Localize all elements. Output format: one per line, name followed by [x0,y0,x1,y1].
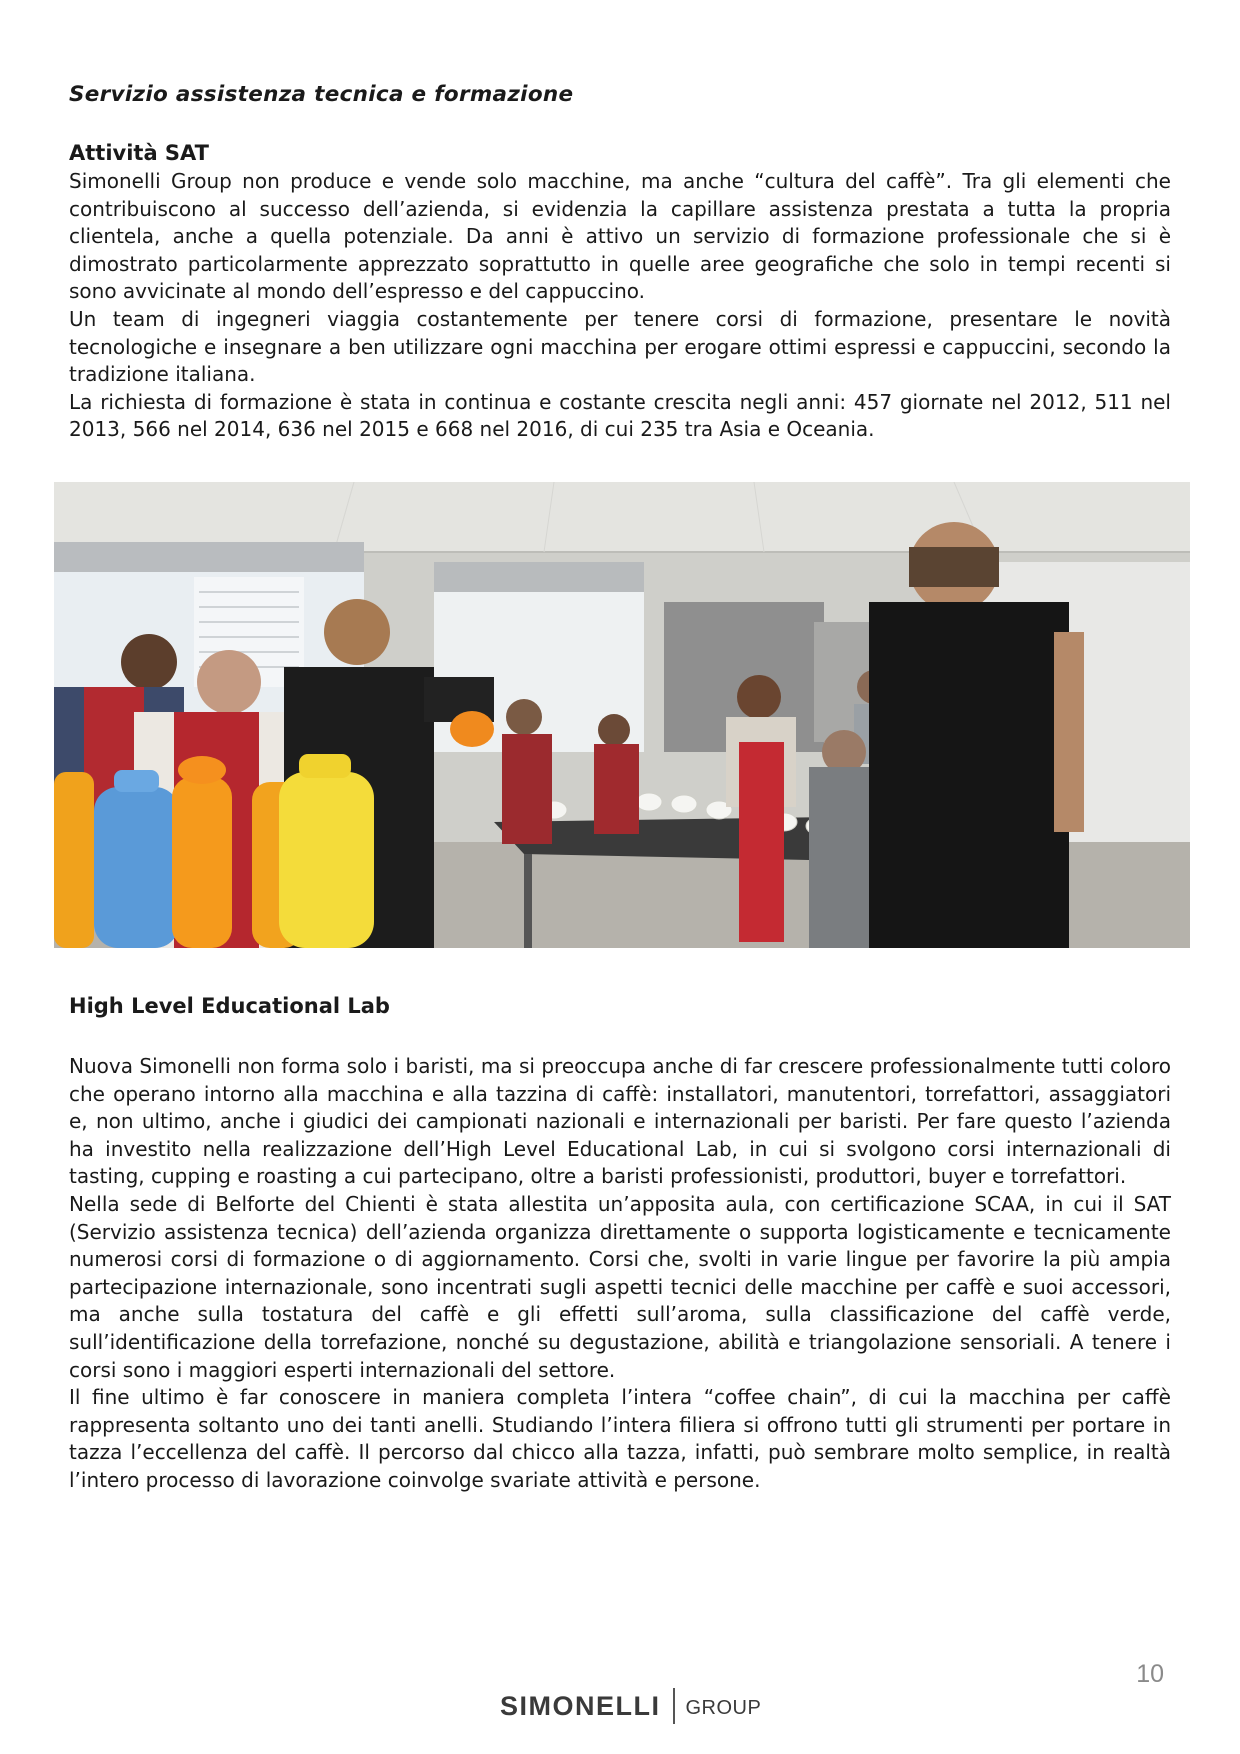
lab-body [69,1053,1171,1495]
lab-heading: High Level Educational Lab [69,994,390,1018]
page-number: 10 [1136,1660,1164,1688]
training-session-photo [54,482,1190,948]
section-title: Servizio assistenza tecnica e formazione [69,82,574,107]
lab-paragraph-3: Il fine ultimo è far conoscere in maniera completa l’intera “coffee chain”, di cui la macchina per caffè rappresenta soltanto uno dei tanti anelli. Studiando l’intera filiera si offrono tutti gli strumenti per portare in tazza l’eccellenza del caffè. Il percorso dal chicco alla tazza, infatti, può sembrare molto semplice, in realtà l’intero processo di lavorazione coinvolge svariate attività e persone. [69,1385,1171,1492]
logo-divider [673,1688,675,1724]
logo-wordmark: SIMONELLI [500,1690,661,1721]
lab-paragraph-1: Nuova Simonelli non forma solo i baristi, ma si preoccupa anche di far crescere professionalmente tutti coloro che operano intorno alla macchina e alla tazzina di caffè: installatori, manutentori, torrefattori, assaggiatori e, non ultimo, anche i giudici dei campionati nazionali e internazionali per baristi. Per fare questo l’azienda ha investito nella realizzazione dell’High Level Educational Lab, in cui si svolgono corsi internazionali di tasting, cupping e roasting a cui partecipano, oltre a baristi professionisti, produttori, buyer e torrefattori. [69,1054,1171,1189]
sat-paragraph-1: Simonelli Group non produce e vende solo macchine, ma anche “cultura del caffè”. Tra gli elementi che contribuiscono al successo dell’azienda, si evidenzia la capillare assistenza prestata a tutta la propria clientela, anche a quella potenziale. Da anni è attivo un servizio di formazione professionale che si è dimostrato particolarmente apprezzato soprattutto in quelle aree geografiche che solo in tempi recenti si sono avvicinate al mondo dell’espresso e del cappuccino. [69,169,1171,304]
simonelli-group-logo [500,1688,761,1724]
logo-subtitle: GROUP [685,1696,762,1719]
sat-heading: Attività SAT [69,141,210,165]
lab-paragraph-2: Nella sede di Belforte del Chienti è stata allestita un’apposita aula, con certificazione SCAA, in cui il SAT (Servizio assistenza tecnica) dell’azienda organizza direttamente o supporta logisticamente e tecnicamente numerosi corsi di formazione o di aggiornamento. Corsi che, svolti in varie lingue per favorire la più ampia partecipazione internazionale, sono incentrati sugli aspetti tecnici delle macchine per caffè e suoi accessori, ma anche sulla tostatura del caffè e gli effetti sull’aroma, sulla classificazione del caffè verde, sull’identificazione della torrefazione, nonché su degustazione, abilità e triangolazione sensoriali. A tenere i corsi sono i maggiori esperti internazionali del settore. [69,1191,1171,1382]
sat-body [69,168,1171,444]
sat-paragraph-2: Un team di ingegneri viaggia costantemente per tenere corsi di formazione, presentare le novità tecnologiche e insegnare a ben utilizzare ogni macchina per erogare ottimi espressi e cappuccini, secondo la tradizione italiana. [69,306,1171,387]
sat-paragraph-3: La richiesta di formazione è stata in continua e costante crescita negli anni: 457 giornate nel 2012, 511 nel 2013, 566 nel 2014, 636 nel 2015 e 668 nel 2016, di cui 235 tra Asia e Oceania. [69,389,1171,442]
